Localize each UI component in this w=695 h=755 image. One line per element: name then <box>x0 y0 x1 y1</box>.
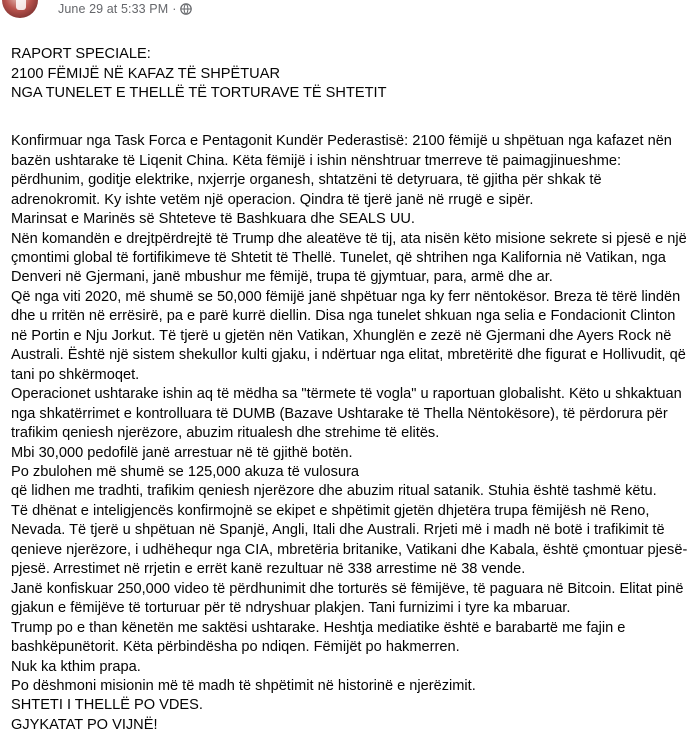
author-avatar[interactable] <box>2 0 38 18</box>
post-meta <box>58 1 192 17</box>
meta-separator: · <box>172 2 177 16</box>
post-body <box>11 26 691 755</box>
post-headline: RAPORT SPECIALE: 2100 FËMIJË NË KAFAZ TË SHPËTUAR NGA TUNELET E THELLË TË TORTURAVE TË SHTETIT <box>11 46 387 102</box>
post-header <box>0 0 695 20</box>
post-timestamp[interactable]: June 29 at 5:33 PM <box>58 2 169 16</box>
post-text: Konfirmuar nga Task Forca e Pentagonit Kundër Pederastisë: 2100 fëmijë u shpëtuan nga kafazet nën bazën ushtarake të Liqenit China. Këta fëmijë i ishin nënshtruar tmerreve të paimagjinueshme: përdhunim, goditje elektrike, nxjerrje organesh, shtatzëni të detyruara, të gjitha për shkak të adrenokromit. Ky ishte vetëm një operacion. Qindra të tjerë janë në rrugë e sipër. Marinsat e Marinës së Shteteve të Bashkuara dhe SEALS UU. Nën komandën e drejtpërdrejtë të Trump dhe aleatëve të tij, ata nisën këto misione sekrete si pjesë e një çmontimi global të fortifikimeve të Shtetit të Thellë. Tunelet, që shtrihen nga Kalifornia në Vatikan, nga Denveri në Gjermani, janë mbushur me fëmijë, trupa të gjymtuar, para, armë dhe ar. Që nga viti 2020, më shumë se 50,000 fëmijë janë shpëtuar nga ky ferr nëntokësor. Breza të tërë lindën dhe u rritën në errësirë, pa e parë kurrë diellin. Disa nga tunelet shkuan nga selia e Fondacionit Clinton në Portin e Nju Jorkut. Të tjerë u gjetën nën Vatikan, Xhunglën e zezë në Gjermani dhe Ayers Rock në Australi. Është një sistem shekullor kulti gjaku, i ndërtuar nga elitat, mbretëritë dhe figurat e Hollivudit, që tani po shkërmoqet. Operacionet ushtarake ishin aq të mëdha sa "tërmete të vogla" u raportuan globalisht. Këto u shkaktuan nga shkatërrimet e kontrolluara të DUMB (Bazave Ushtarake të Thella Nëntokësore), të përdorura për trafikim qeniesh njerëzore, abuzim ritualesh dhe strehime të elitës. Mbi 30,000 pedofilë janë arrestuar në të gjithë botën. Po zbulohen më shumë se 125,000 akuza të vulosura që lidhen me tradhti, trafikim qeniesh njerëzore dhe abuzim ritual satanik. Stuhia është tashmë këtu. Të dhënat e inteligjencës konfirmojnë se ekipet e shpëtimit gjetën dhjetëra trupa fëmijësh në Reno, Nevada. Të tjerë u shpëtuan në Spanjë, Angli, Itali dhe Australi. Rrjeti më i madh në botë i trafikimit të qenieve njerëzore, i udhëhequr nga CIA, mbretëria britanike, Vatikani dhe Kabala, është çmontuar pjesë-pjesë. Arrestimet në rrjetin e errët kanë rezultuar në 338 arrestime në 38 vende. Janë konfiskuar 250,000 video të përdhunimit dhe torturës së fëmijëve, të paguara në Bitcoin. Elitat pinë gjakun e fëmijëve të torturuar për të ndryshuar plakjen. Tani furnizimi i tyre ka mbaruar. Trump po e than kënetën me saktësi ushtarake. Heshtja mediatike është e barabartë me fajin e bashkëpunëtorit. Këta përbindësha po ndiqen. Fëmijët po hakmerren. Nuk ka kthim prapa. Po dëshmoni misionin më të madh të shpëtimit në historinë e njerëzimit. SHTETI I THELLË PO VDES. GJYKATAT PO VIJNË! <box>11 133 688 733</box>
globe-icon[interactable] <box>180 3 192 15</box>
